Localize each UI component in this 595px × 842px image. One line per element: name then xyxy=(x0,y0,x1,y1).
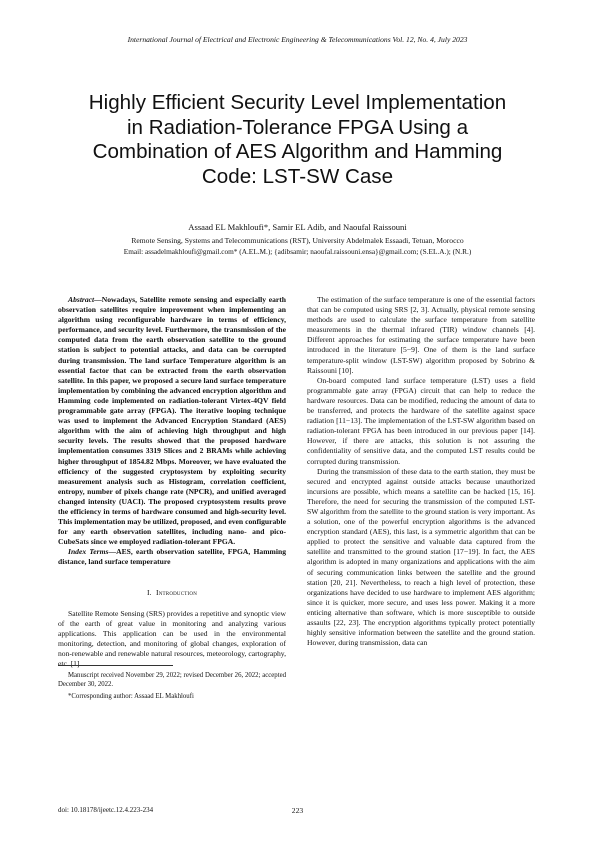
journal-header: International Journal of Electrical and Electronic Engineering & Telecommunications Vol. 12, No. 4, July 2023 xyxy=(127,35,468,44)
body-paragraph: Satellite Remote Sensing (SRS) provides a repetitive and synoptic view of the earth of great value in monitoring and analyzing various applications. This application can be used in the environmental monitoring, detection, and monitoring of global changes, exploration of non-renewable and renewable natural resources, meteorology, cartography, etc. [1]. xyxy=(58,608,286,669)
body-paragraph: During the transmission of these data to the earth station, they must be secured and encrypted against outside attacks because unauthorized incursions are possible, which means a satellite can be hacked [15, 16]. Therefore, the need for securing the transmission of the computed LST-SW algorithm from the satellite to the ground station is very important. As a solution, one of the powerful encryption algorithms is the advanced encryption standard (AES), this last, is a symmetric algorithm that can be applied to protect the sensitive and valuable data captured from the satellite and transmitted to the ground station [17−19]. In fact, the AES algorithm is adopted in many organizations and applications with the aim of securing communication links between the satellite and the ground station [20, 21]. Nevertheless, to reach a high level of protection, these organizations have decided to use hardware to implement AES algorithm; since it is quicker, more secure, and uses less power. Making it a more enticing alternative than software, which is more susceptible to outside assaults [22, 23]. The encryption algorithms typically protect potentially highly sensitive information between the satellite and the ground station. However, during transmission, data can xyxy=(307,466,535,648)
paper-title xyxy=(40,91,555,189)
title-line: Code: LST-SW Case xyxy=(201,164,394,188)
abstract xyxy=(58,295,286,547)
author-emails: Email: assadelmakhloufi@gmail.com* (A.EL.M.); {adibsamir; naoufal.raissouni.ensa}@gmail.com; (S.EL.A.); (N.R.) xyxy=(123,247,472,256)
footnote-divider xyxy=(58,665,173,666)
body-paragraph: On-board computed land surface temperature (LST) uses a field programmable gate array (FPGA) circuit that can help to reduce the hardware resources. Data can be modified, reducing the amount of data to be transferred, and protects the hardware of the satellite against space radiation [11−13]. The implementation of the LST-SW algorithm based on radiation-tolerant FPGA has been introduced in our previous paper [14]. However, if there are attacks, this solution is not assuring the confidentiality of sensitive data, and the computed LST results could be corrupted during transmission. xyxy=(307,375,535,466)
page-number: 223 xyxy=(291,806,304,815)
body-paragraph: The estimation of the surface temperature is one of the essential factors that can be computed using SRS [2, 3]. Actually, physical remote sensing methods are used to calculate the surface temperature from satellite measurements in the thermal infrared (TIR) window channels [4]. Different approaches for estimating the surface temperature have been introduced in the literature [5−9]. One of them is the land surface temperature-split window (LST-SW) algorithm proposed by Sobrino & Raissouni [10]. xyxy=(307,295,535,375)
footnote-manuscript: Manuscript received November 29, 2022; revised December 26, 2022; accepted December 30, 2022. xyxy=(58,672,286,688)
index-terms-lead: Index Terms xyxy=(68,547,109,557)
right-column xyxy=(307,295,535,648)
index-terms-text: —AES, earth observation satellite, FPGA, Hamming distance, land surface temperature xyxy=(58,547,286,567)
title-line: Combination of AES Algorithm and Hamming xyxy=(92,140,503,163)
section-heading xyxy=(58,588,286,598)
title-line: Highly Efficient Security Level Implementation xyxy=(88,91,507,114)
author-list: Assaad EL Makhloufi*, Samir EL Adib, and Naoufal Raissouni xyxy=(188,222,407,232)
footnotes xyxy=(58,671,286,704)
abstract-lead: Abstract xyxy=(68,295,95,304)
section-title: Introduction xyxy=(155,587,198,597)
section-number: I. xyxy=(146,587,152,597)
doi-link[interactable]: doi: 10.18178/ijeetc.12.4.223-234 xyxy=(58,806,154,814)
affiliation: Remote Sensing, Systems and Telecommunications (RST), University Abdelmalek Essaadi, Tetuan, Morocco xyxy=(131,236,464,245)
index-terms xyxy=(58,547,286,567)
title-line: in Radiation-Tolerance FPGA Using a xyxy=(126,115,469,139)
abstract-text: —Nowadays, Satellite remote sensing and especially earth observation satellites require improvement when implementing an algorithm using reconfigurable hardware in terms of efficiency, performance, and security level. Furthermore, the transmission of the computed data from the earth observation satellite to the ground station is subject to potential attacks, and data can be corrupted during transmission. The land surface Temperature algorithm is an essential factor that can be extracted from the earth observation satellite. In this paper, we proposed a secure land surface temperature implementation by combining the advanced encryption algorithm and Hamming code implemented on radiation-tolerant Virtex-4QV field programmable gate array (FPGA). The iterative looping technique was used to implement the Advanced Encryption Standard (AES) algorithm with the aim of achieving high throughput and high security levels. The results showed that the proposed hardware implementation consumes 3319 Slices and 2 BRAMs while achieving higher throughput of 1854.82 Mbps. Moreover, we have evaluated the efficiency of the suggested cryptosystem by exploiting security measurement analysis such as Histogram, correlation coefficient, entropy, number of pixels change rate (NPCR), and unified averaged changed intensity (UACI). The proposed cryptosystem results prove the efficiency in terms of hardware consumed and high-security level. This implementation may be utilized, proposed, and even configurable for any earth observation satellites, including nano- and pico-CubeSats since we employed radiation-tolerant FPGA. xyxy=(58,295,286,547)
footnote-corresponding: *Corresponding author: Assaad EL Makhloufi xyxy=(68,693,194,700)
left-column xyxy=(58,295,286,669)
